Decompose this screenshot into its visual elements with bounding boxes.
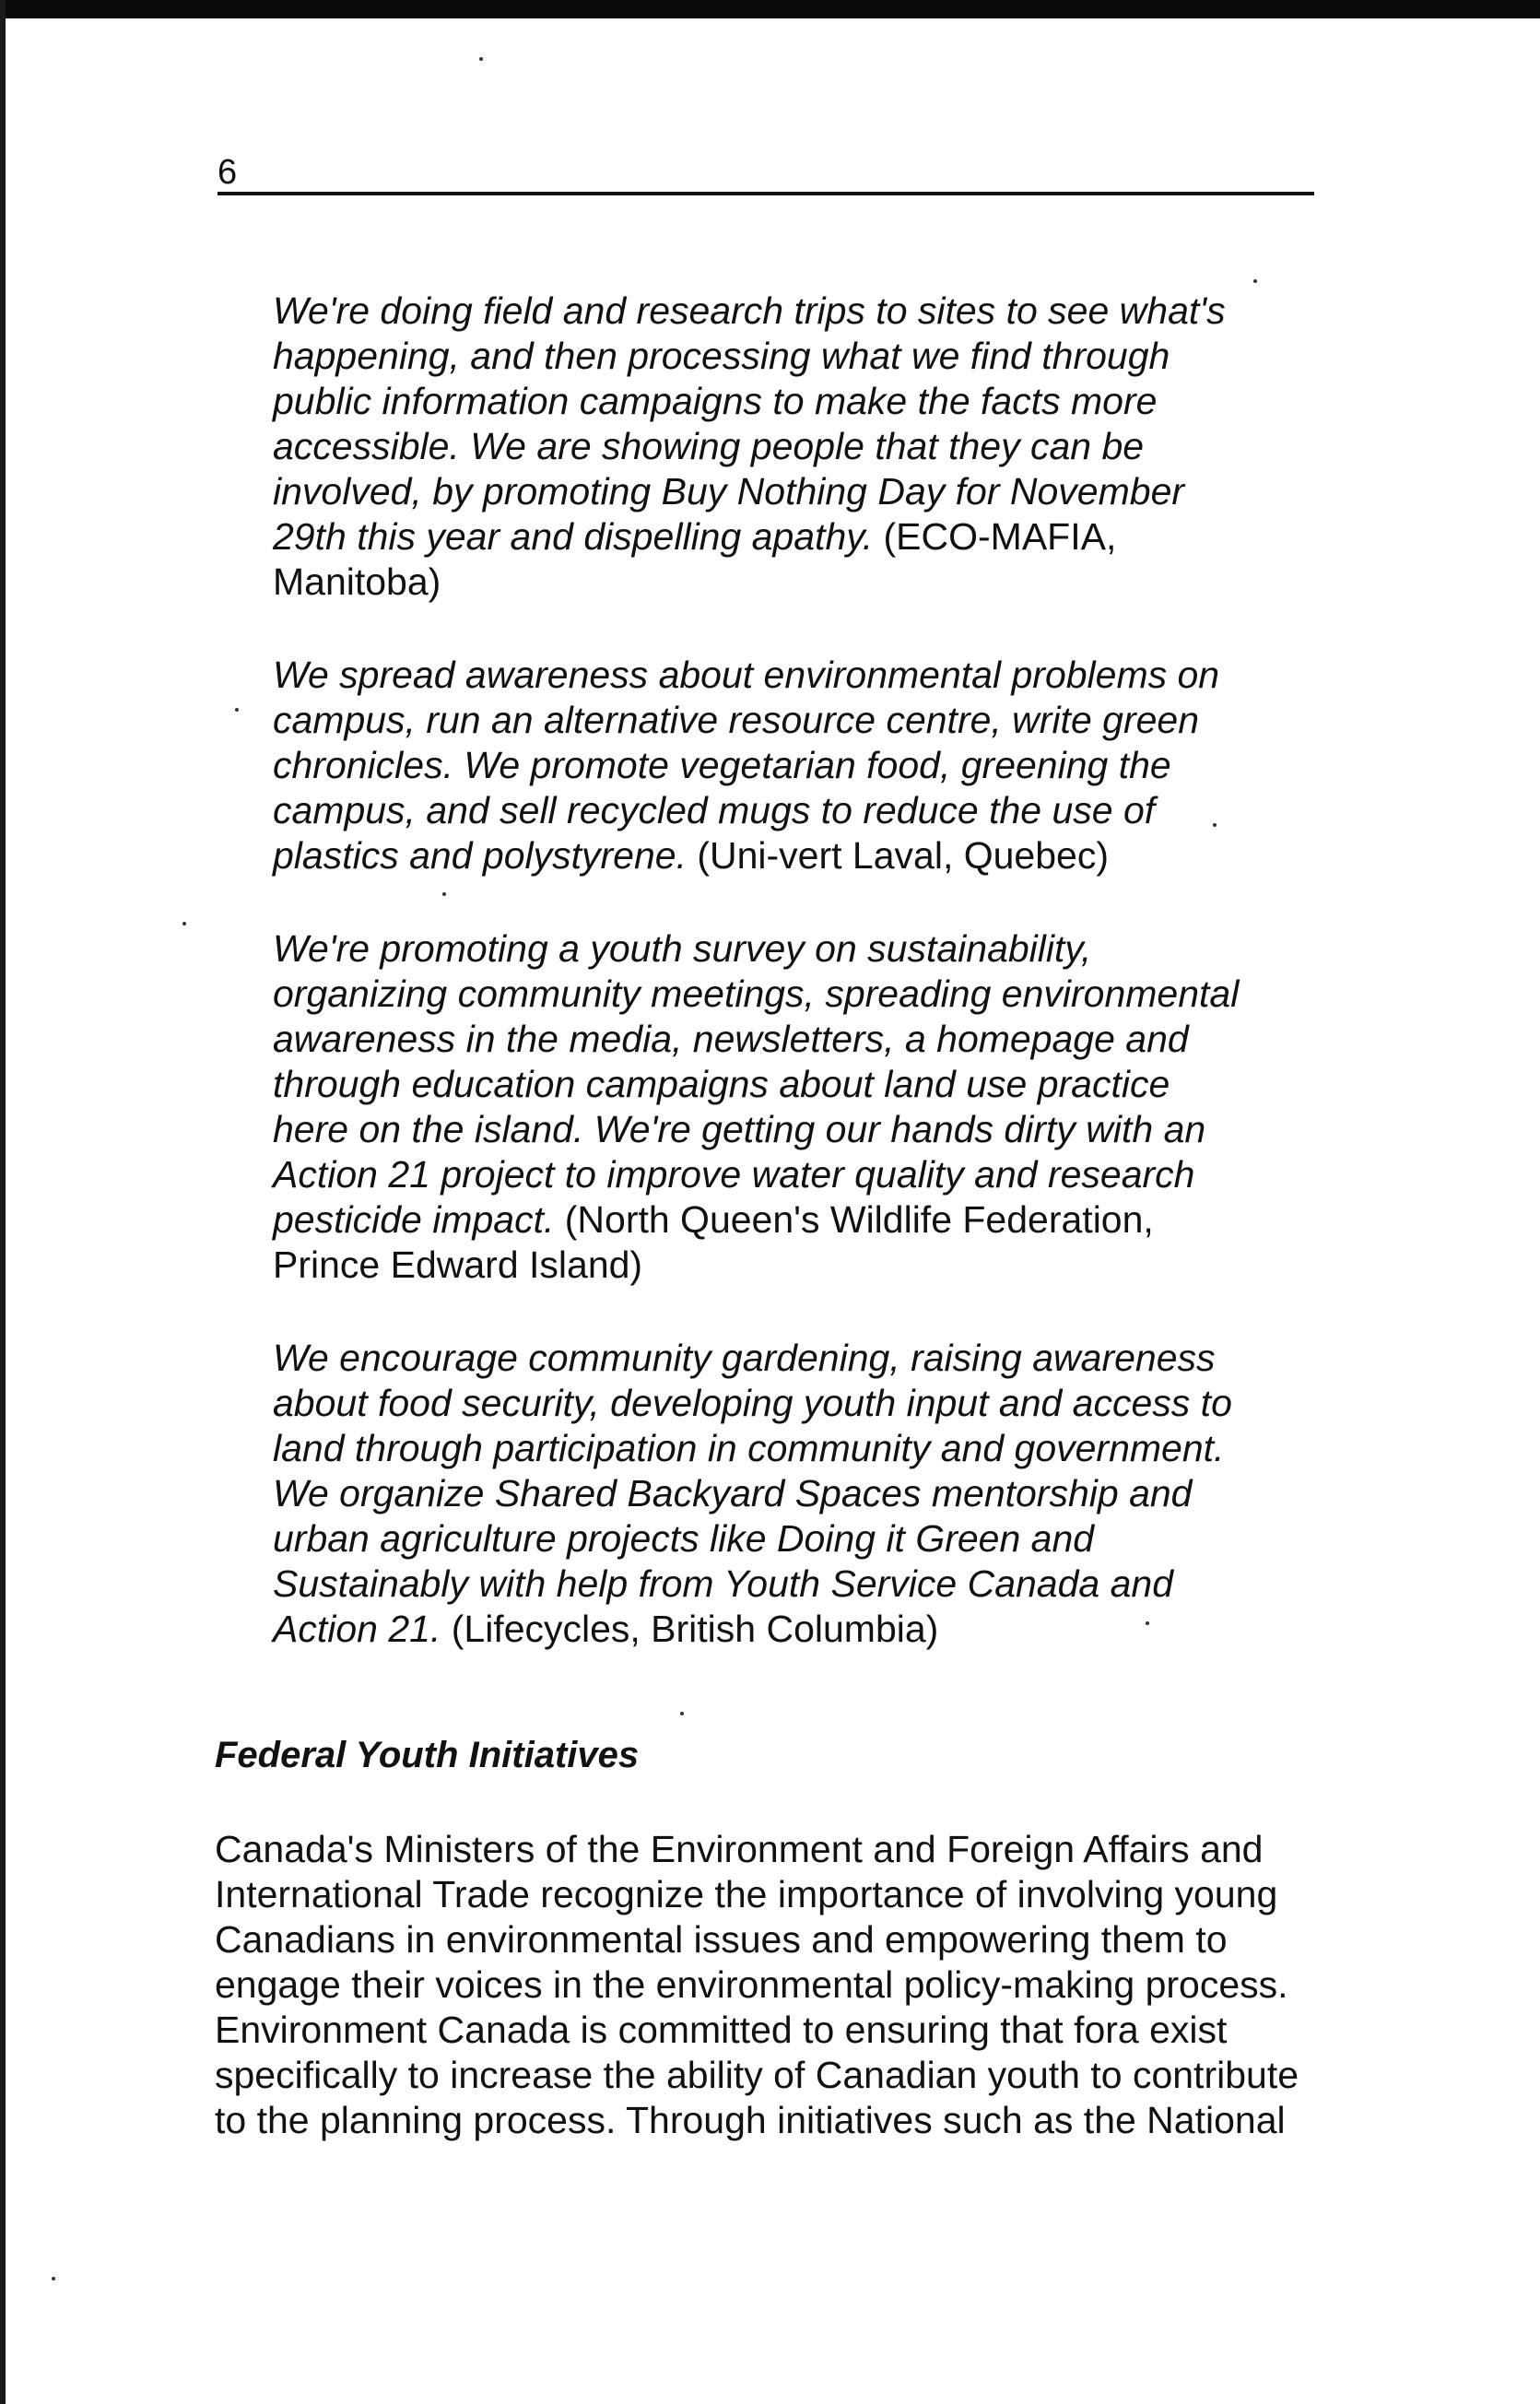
scan-speck	[479, 57, 483, 61]
scan-speck	[1253, 279, 1257, 283]
quote-attribution: (Lifecycles, British Columbia)	[441, 1608, 939, 1650]
quote-text: We encourage community gardening, raising awareness about food security, developing youth input and access to land through participation in community and government. We organize Shared Backyard Spaces mentorship and urban agriculture projects like Doing it Green and Sustainably with help from Youth Service Canada and Action 21.	[273, 1337, 1232, 1650]
quote-text: We're doing field and research trips to sites to see what's happening, and then processing what we find through public information campaigns to make the facts more accessible. We are showing people that they can be involved, by promoting Buy Nothing Day for November 29th this year and dispelling apathy.	[273, 289, 1226, 558]
quote-uni-vert-laval	[273, 653, 1314, 878]
quote-lifecycles	[273, 1336, 1314, 1652]
quote-attribution: (Uni-vert Laval, Quebec)	[686, 834, 1109, 877]
quote-north-queens-wildlife	[273, 926, 1314, 1288]
quote-text: We're promoting a youth survey on sustainability, organizing community meetings, spreading environmental awareness in the media, newsletters, a homepage and through education campaigns about land use practice here on the island. We're getting our hands dirty with an Action 21 project to improve water quality and research pesticide impact.	[273, 927, 1240, 1241]
scan-speck	[1146, 1621, 1149, 1625]
header-rule	[217, 192, 1314, 195]
quote-attribution: (ECO-MAFIA, Manitoba)	[273, 515, 1117, 603]
page-number: 6	[217, 153, 238, 192]
scan-speck	[442, 892, 446, 896]
scan-left-edge	[0, 0, 6, 2404]
scan-top-border	[0, 0, 1540, 18]
quote-eco-mafia	[273, 289, 1314, 605]
scan-speck	[1213, 823, 1217, 827]
scan-speck	[680, 1712, 684, 1715]
scan-speck	[182, 922, 186, 925]
section-heading: Federal Youth Initiatives	[215, 1735, 640, 1775]
section-body-paragraph: Canada's Ministers of the Environment and Foreign Affairs and International Trade recognize the importance of involving young Canadians in environmental issues and empowering them to engage their voices in the environmental policy-making process. Environment Canada is committed to ensuring that fora exist specifically to increase the ability of Canadian youth to contribute to the planning process. Through initiatives such as the National	[215, 1828, 1299, 2141]
quote-attribution: (North Queen's Wildlife Federation, Prince Edward Island)	[273, 1198, 1154, 1286]
quote-text: We spread awareness about environmental problems on campus, run an alternative resource centre, write green chronicles. We promote vegetarian food, greening the campus, and sell recycled mugs to reduce the use of plastics and polystyrene.	[273, 654, 1220, 877]
quote-list	[273, 289, 1314, 1700]
scan-speck	[52, 2277, 55, 2280]
scan-speck	[235, 708, 239, 712]
